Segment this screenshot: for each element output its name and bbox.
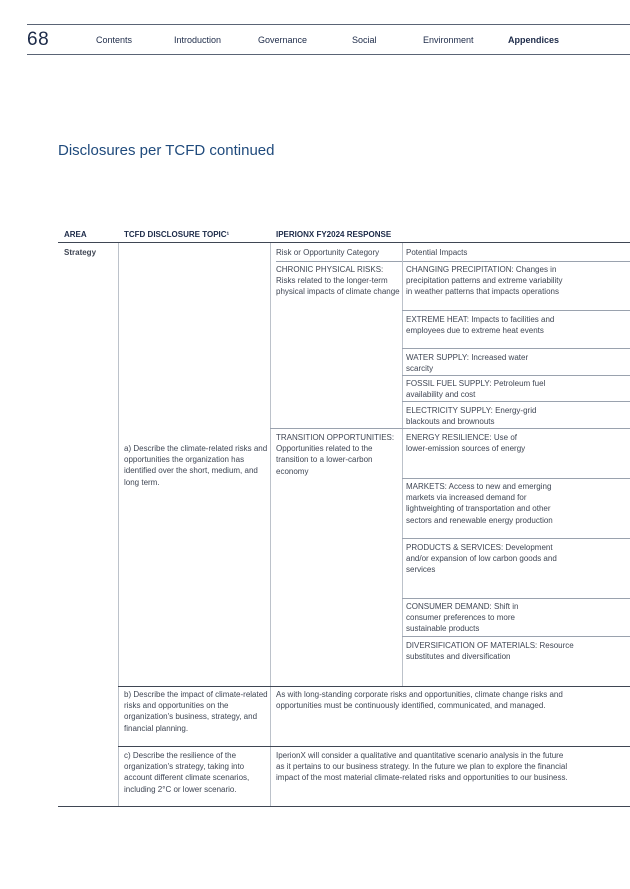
header-bottom-rule xyxy=(27,54,630,55)
row-rule xyxy=(118,746,630,747)
impact-water-supply: WATER SUPPLY: Increased water scarcity xyxy=(406,353,529,374)
impact-rule xyxy=(402,538,630,539)
category-chronic-physical-risks: CHRONIC PHYSICAL RISKS: Risks related to the longer-term physical impacts of climate change xyxy=(276,265,400,297)
response-b-text: As with long-standing corporate risks and opportunities, climate change risks and opportunities must be continuously identified, communicated, and managed. xyxy=(276,690,563,711)
nav-introduction[interactable]: Introduction xyxy=(174,35,222,45)
area-strategy: Strategy xyxy=(64,248,97,257)
impact-products-services: PRODUCTS & SERVICES: Development and/or expansion of low carbon goods and services xyxy=(406,543,557,575)
topic-a-text: a) Describe the climate-related risks and opportunities the organization has identified over the short, medium, and long term. xyxy=(124,444,268,487)
impact-rule xyxy=(402,636,630,637)
topic-c-text: c) Describe the resilience of the organization's strategy, taking into account different climate scenarios, including 2°C or lower scenario. xyxy=(124,751,250,794)
impact-extreme-heat: EXTREME HEAT: Impacts to facilities and employees due to extreme heat events xyxy=(406,315,555,336)
column-divider-area xyxy=(118,243,119,806)
impact-rule xyxy=(402,310,630,311)
subheader-risk-category: Risk or Opportunity Category xyxy=(276,248,380,257)
nav-governance[interactable]: Governance xyxy=(258,35,308,45)
row-rule xyxy=(118,686,630,687)
nav-appendices[interactable]: Appendices xyxy=(508,35,560,45)
impact-rule xyxy=(402,401,630,402)
column-header-tcfd-topic: TCFD DISCLOSURE TOPIC¹ xyxy=(124,230,230,239)
topic-b-text: b) Describe the impact of climate-related risks and opportunities on the organization's business, strategy, and financial planning. xyxy=(124,690,268,733)
page-number: 68 xyxy=(27,29,50,50)
response-c-text: IperionX will consider a qualitative and quantitative scenario analysis in the future as it pertains to our business strategy. In the future we plan to explore the financial impact of the most material climate-related risks and opportunities to our business. xyxy=(276,751,568,783)
nav-social[interactable]: Social xyxy=(352,35,377,45)
impact-rule xyxy=(402,598,630,599)
impact-rule xyxy=(402,375,630,376)
column-header-area: AREA xyxy=(64,230,87,239)
impact-rule xyxy=(402,348,630,349)
column-divider-topic xyxy=(270,243,271,806)
page-title: Disclosures per TCFD continued xyxy=(58,142,275,159)
impact-energy-resilience: ENERGY RESILIENCE: Use of lower-emission sources of energy xyxy=(406,433,526,454)
impact-markets: MARKETS: Access to new and emerging markets via increased demand for lightweighting of transportation and other sectors and renewable energy production xyxy=(406,482,553,525)
impact-consumer-demand: CONSUMER DEMAND: Shift in consumer preferences to more sustainable products xyxy=(406,602,519,634)
category-rule xyxy=(270,428,630,429)
impact-fossil-fuel-supply: FOSSIL FUEL SUPPLY: Petroleum fuel availability and cost xyxy=(406,379,546,400)
impact-electricity-supply: ELECTRICITY SUPPLY: Energy-grid blackouts and brownouts xyxy=(406,406,537,427)
column-header-response: IPERIONX FY2024 RESPONSE xyxy=(276,230,392,239)
impact-rule xyxy=(402,478,630,479)
subheader-potential-impacts: Potential Impacts xyxy=(406,248,468,257)
impact-diversification-materials: DIVERSIFICATION OF MATERIALS: Resource substitutes and diversification xyxy=(406,641,574,662)
header-top-rule xyxy=(27,24,630,25)
table-bottom-rule xyxy=(58,806,630,807)
impact-changing-precipitation: CHANGING PRECIPITATION: Changes in precipitation patterns and extreme variability in weather patterns that impacts operations xyxy=(406,265,563,297)
nav-environment[interactable]: Environment xyxy=(423,35,474,45)
category-transition-opportunities: TRANSITION OPPORTUNITIES: Opportunities related to the transition to a lower-carbon economy xyxy=(276,433,395,476)
header-rule xyxy=(58,242,630,243)
subheader-rule xyxy=(276,261,630,262)
nav-contents[interactable]: Contents xyxy=(96,35,133,45)
